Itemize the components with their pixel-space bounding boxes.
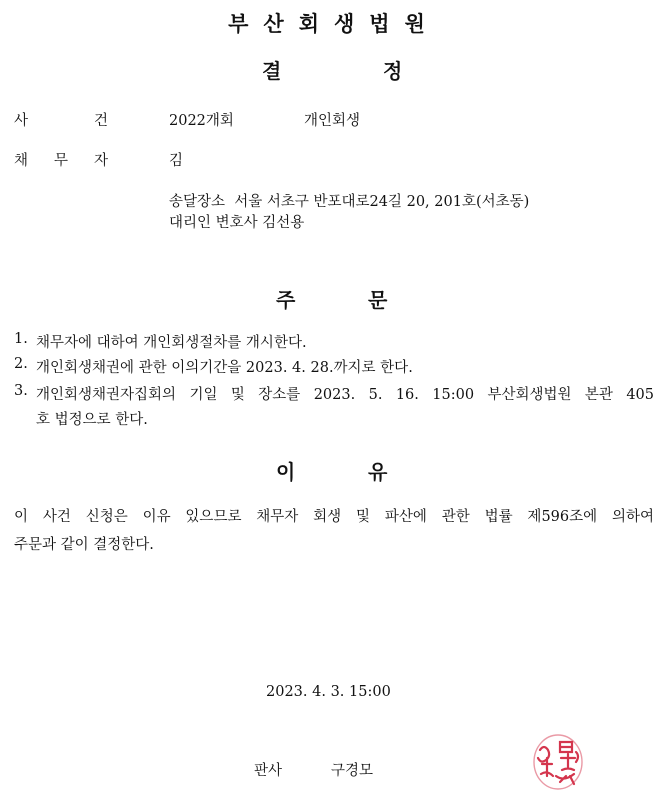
case-type: 개인회생 (304, 113, 361, 129)
doc-title-left: 결 (262, 59, 282, 83)
case-number: 2022개회 (169, 113, 234, 129)
case-label-2: 건 (94, 113, 109, 129)
decision-date: 2023. 4. 3. 15:00 (266, 684, 391, 700)
reason-heading-right: 유 (368, 460, 388, 484)
order-item-continuation: 호 법정으로 한다. (36, 412, 148, 428)
doc-title-right: 정 (383, 59, 403, 83)
debtor-name: 김 (169, 153, 184, 169)
order-item-number: 2. (14, 356, 28, 372)
judge-title: 판사 (254, 763, 283, 779)
seal-icon (530, 728, 590, 794)
service-address: 송달장소 서울 서초구 반포대로24길 20, 201호(서초동) (169, 194, 530, 210)
court-name: 부산회생법원 (228, 12, 440, 36)
debtor-label-2: 무 (54, 153, 69, 169)
debtor-label-3: 자 (94, 153, 109, 169)
order-item-text: 채무자에 대하여 개인회생절차를 개시한다. (36, 335, 307, 351)
debtor-label-1: 채 (14, 153, 29, 169)
reason-text-line-1: 이 사건 신청은 이유 있으므로 채무자 회생 및 파산에 관한 법률 제596조에 의하여 (14, 509, 654, 525)
order-item-number: 1. (14, 331, 28, 347)
judge-seal-stamp (530, 728, 590, 794)
order-item-text: 개인회생채권자집회의 기일 및 장소를 2023. 5. 16. 15:00 부산회생법원 본관 405 (36, 387, 654, 403)
representative: 대리인 변호사 김선용 (169, 215, 305, 231)
order-heading-right: 문 (368, 288, 388, 312)
order-item-number: 3. (14, 383, 28, 399)
order-heading-left: 주 (276, 288, 296, 312)
order-item-text: 개인회생채권에 관한 이의기간을 2023. 4. 28.까지로 한다. (36, 360, 413, 376)
reason-text-line-2: 주문과 같이 결정한다. (14, 537, 154, 553)
reason-heading-left: 이 (276, 460, 296, 484)
judge-name: 구경모 (331, 763, 374, 779)
case-label-1: 사 (14, 113, 29, 129)
